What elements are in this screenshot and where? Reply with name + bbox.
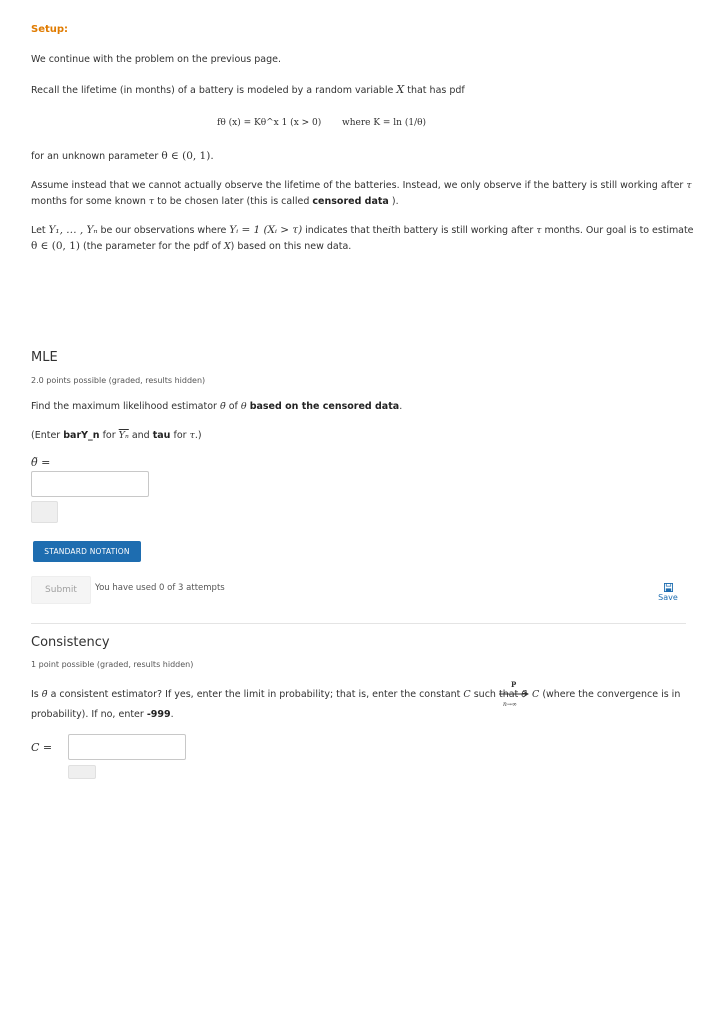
text: Find the maximum likelihood estimator	[31, 401, 217, 412]
text: Recall the lifetime (in months) of a battery is modeled by a random variable	[31, 85, 394, 96]
attempts-text: You have used 0 of 3 attempts	[95, 583, 225, 593]
text: .	[170, 709, 174, 720]
math-X: X	[396, 83, 405, 96]
math-indicator: Yᵢ = 1 (Xᵢ > τ)	[229, 224, 303, 236]
math-theta-range: θ ∈ (0, 1).	[161, 150, 214, 162]
math-theta-tilde: θ̃	[219, 401, 226, 412]
intro-line-1: We continue with the problem on the previous page.	[31, 54, 281, 65]
text: such that	[473, 689, 519, 700]
text: a consistent estimator? If yes, enter the limit in probability; that is, enter the constant	[50, 689, 461, 700]
text: and	[131, 430, 150, 441]
math-C: C	[463, 689, 471, 700]
consistency-question-line-2	[31, 709, 174, 720]
text: Let	[31, 225, 46, 236]
convergence-arrow-icon	[498, 690, 530, 698]
mle-prompt	[31, 401, 402, 412]
math-theta-range: θ ∈ (0, 1)	[31, 240, 80, 252]
consistency-question	[31, 689, 527, 700]
text: of	[228, 401, 238, 412]
text: Assume instead that we cannot actually observe the lifetime of the batteries. Instead, we only observe if the battery is still working after	[31, 180, 684, 191]
math-theta-tilde: θ̃	[41, 689, 48, 700]
text: probability). If no, enter	[31, 709, 144, 720]
text: .)	[194, 430, 202, 441]
censored-data-bold: censored data	[312, 196, 389, 207]
math-X: X	[223, 241, 231, 252]
text: ).	[391, 196, 399, 207]
save-label: Save	[658, 593, 678, 602]
text: months. Our goal is to estimate	[544, 225, 694, 236]
value-bold: -999	[146, 709, 171, 720]
text: indicates that the	[305, 225, 389, 236]
submit-button[interactable]: Submit	[31, 576, 91, 604]
math-observations: Y₁, … , Yₙ	[48, 224, 98, 236]
consistency-title: Consistency	[31, 635, 110, 650]
pdf-expression: fθ (x) = Kθ^x 1 (x > 0)	[217, 118, 322, 128]
math-theta-tilde: θ̃	[521, 689, 528, 700]
pdf-where: where K = ln (1/θ)	[342, 118, 427, 128]
intro-line-4	[31, 180, 692, 191]
text: be our observations where	[100, 225, 227, 236]
text: for an unknown parameter	[31, 151, 159, 162]
math-tau: τ	[148, 196, 155, 207]
text: for	[102, 430, 116, 441]
text: that has pdf	[407, 85, 465, 96]
text: .	[399, 401, 403, 412]
math-Ybar: $\overline{Y_n}$	[118, 430, 129, 441]
section-divider	[31, 623, 686, 624]
math-i: i	[388, 225, 392, 236]
text: th battery is still working after	[391, 225, 534, 236]
mle-points: 2.0 points possible (graded, results hidden)	[31, 376, 206, 385]
text: months for some known	[31, 196, 146, 207]
intro-line-5	[31, 196, 399, 207]
text: (Enter	[31, 430, 61, 441]
arrow-label-n: n→∞	[503, 701, 517, 708]
censored-data-bold: based on the censored data	[249, 401, 400, 412]
hint-bold: tau	[152, 430, 171, 441]
intro-line-6	[31, 224, 693, 236]
consistency-points: 1 point possible (graded, results hidden)	[31, 660, 194, 669]
math-tau: τ	[189, 430, 195, 441]
intro-line-7	[31, 240, 351, 252]
text: to be chosen later (this is called	[157, 196, 310, 207]
math-tau: τ	[686, 180, 692, 191]
text: ) based on this new data.	[230, 241, 352, 252]
math-C: C	[532, 689, 540, 700]
text: (where the convergence is in	[542, 689, 681, 700]
math-tau: τ	[536, 225, 542, 236]
consistency-answer-input[interactable]	[68, 734, 186, 760]
text: for	[173, 430, 187, 441]
intro-line-2	[31, 83, 465, 96]
pdf-formula	[217, 118, 321, 128]
mle-hint	[31, 430, 202, 441]
save-button[interactable]	[655, 583, 681, 602]
mle-title: MLE	[31, 350, 58, 365]
hint-bold: barY_n	[63, 430, 100, 441]
mle-answer-label: θ̃ =	[31, 456, 51, 469]
intro-line-3	[31, 150, 214, 162]
arrow-label-p: P	[511, 680, 517, 689]
consistency-answer-label: C =	[31, 741, 53, 754]
setup-heading: Setup:	[31, 24, 69, 35]
text: Is	[31, 689, 39, 700]
mle-answer-input[interactable]	[31, 471, 149, 497]
standard-notation-button[interactable]: STANDARD NOTATION	[33, 541, 141, 562]
mle-preview-button[interactable]	[31, 501, 58, 523]
consistency-question-end	[532, 689, 680, 700]
save-icon	[664, 583, 673, 592]
consistency-preview-button[interactable]	[68, 765, 96, 779]
math-theta: θ	[240, 401, 247, 412]
text: (the parameter for the pdf of	[83, 241, 221, 252]
